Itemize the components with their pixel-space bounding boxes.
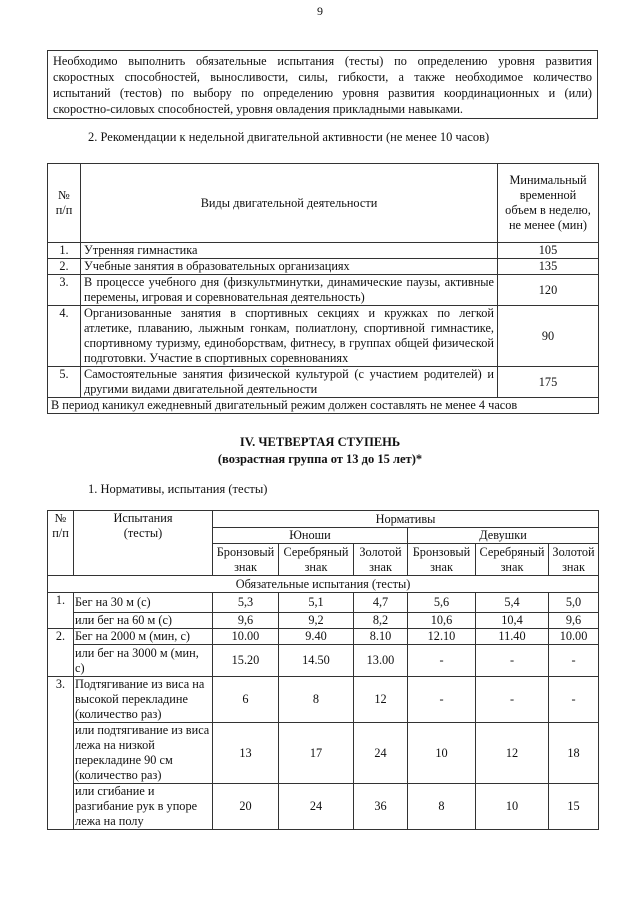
row-value: 5,0: [549, 593, 599, 613]
row-value: 5,6: [408, 593, 476, 613]
row-value: 10.00: [213, 629, 279, 645]
row-test: или бег на 3000 м (мин, с): [74, 645, 213, 677]
table-row: [48, 367, 599, 398]
row-value: 10.00: [549, 629, 599, 645]
row-value: 17: [279, 723, 354, 784]
norms-table: [47, 510, 599, 830]
row-value: 15.20: [213, 645, 279, 677]
row-value: 9.40: [279, 629, 354, 645]
row-minutes: 120: [498, 275, 599, 306]
intro-line: испытаний (тестов) по выбору по определению уровня развития координационных и (или): [53, 86, 592, 100]
row-value: -: [549, 645, 599, 677]
row-value: 13: [213, 723, 279, 784]
row-value: 11.40: [476, 629, 549, 645]
row-value: 24: [279, 784, 354, 830]
row-value: 20: [213, 784, 279, 830]
row-value: 8: [279, 677, 354, 723]
row-minutes: 135: [498, 259, 599, 275]
header-girls-bronze: Бронзовый знак: [408, 544, 476, 576]
header-girls-gold: Золотой знак: [549, 544, 599, 576]
row-num: 2.: [48, 259, 81, 275]
row-value: 13.00: [354, 645, 408, 677]
row-num: 4.: [48, 306, 81, 367]
row-activity: Самостоятельные занятия физической культурой (с участием родителей) и другими видами двигательной деятельности: [81, 367, 498, 398]
row-value: 10: [408, 723, 476, 784]
row-value: 4,7: [354, 593, 408, 613]
page-number: 9: [317, 4, 323, 18]
stage-title: IV. ЧЕТВЕРТАЯ СТУПЕНЬ: [239, 435, 401, 449]
section-mandatory-tests: Обязательные испытания (тесты): [48, 576, 599, 593]
table-row: [48, 645, 599, 677]
row-test: или бег на 60 м (с): [74, 613, 213, 629]
row-activity: Учебные занятия в образовательных организациях: [81, 259, 498, 275]
row-test: или подтягивание из виса лежа на низкой перекладине 90 см (количество раз): [74, 723, 213, 784]
header-activity: Виды двигательной деятельности: [81, 164, 498, 243]
table-row: [48, 677, 599, 723]
row-num: 3.: [48, 275, 81, 306]
norms-heading: 1. Нормативы, испытания (тесты): [88, 482, 268, 496]
intro-note-box: [47, 50, 598, 119]
header-norms: Нормативы: [213, 511, 599, 528]
row-value: 10,6: [408, 613, 476, 629]
row-value: 10: [476, 784, 549, 830]
row-value: 9,2: [279, 613, 354, 629]
table-header-row: [48, 164, 599, 243]
row-num: 1.: [48, 593, 74, 629]
row-test: Подтягивание из виса на высокой перекладине (количество раз): [74, 677, 213, 723]
row-minutes: 175: [498, 367, 599, 398]
row-value: 18: [549, 723, 599, 784]
header-boys-bronze: Бронзовый знак: [213, 544, 279, 576]
row-value: 8: [408, 784, 476, 830]
table-row: [48, 784, 599, 830]
row-value: 5,1: [279, 593, 354, 613]
row-value: 5,4: [476, 593, 549, 613]
header-boys: Юноши: [213, 528, 408, 544]
header-boys-gold: Золотой знак: [354, 544, 408, 576]
row-minutes: 105: [498, 243, 599, 259]
row-value: 9,6: [549, 613, 599, 629]
row-num: 2.: [48, 629, 74, 677]
row-value: 6: [213, 677, 279, 723]
table-row: [48, 613, 599, 629]
header-girls: Девушки: [408, 528, 599, 544]
table-row: [48, 306, 599, 367]
row-value: -: [408, 645, 476, 677]
row-test: Бег на 30 м (с): [74, 593, 213, 613]
row-value: -: [549, 677, 599, 723]
row-value: 15: [549, 784, 599, 830]
header-minutes: Минимальный временной объем в неделю, не менее (мин): [498, 164, 599, 243]
row-value: 12: [476, 723, 549, 784]
table-row: [48, 723, 599, 784]
row-num: 1.: [48, 243, 81, 259]
row-num: 5.: [48, 367, 81, 398]
row-value: -: [476, 677, 549, 723]
stage-subtitle: (возрастная группа от 13 до 15 лет)*: [217, 452, 423, 466]
recommendations-heading: 2. Рекомендации к недельной двигательной активности (не менее 10 часов): [88, 130, 490, 144]
row-minutes: 90: [498, 306, 599, 367]
table-row: [48, 259, 599, 275]
row-value: 36: [354, 784, 408, 830]
intro-line: скоростных способностей, выносливости, силы, гибкости, а также необходимое количество: [53, 70, 592, 84]
row-value: 12.10: [408, 629, 476, 645]
row-activity: Утренняя гимнастика: [81, 243, 498, 259]
header-num: № п/п: [48, 511, 74, 576]
holiday-note: В период каникул ежедневный двигательный режим должен составлять не менее 4 часов: [48, 398, 599, 414]
row-test: Бег на 2000 м (мин, с): [74, 629, 213, 645]
row-num: 3.: [48, 677, 74, 830]
stage-heading: [0, 434, 640, 468]
row-value: 12: [354, 677, 408, 723]
table-footer-row: [48, 398, 599, 414]
row-activity: В процессе учебного дня (физкультминутки, динамические паузы, активные перемены, игровая и соревновательная деятельность): [81, 275, 498, 306]
row-value: 8,2: [354, 613, 408, 629]
intro-line: Необходимо выполнить обязательные испытания (тесты) по определению уровня развития: [53, 54, 592, 68]
row-value: 24: [354, 723, 408, 784]
row-value: -: [408, 677, 476, 723]
row-value: -: [476, 645, 549, 677]
row-value: 14.50: [279, 645, 354, 677]
row-value: 9,6: [213, 613, 279, 629]
table-row: [48, 243, 599, 259]
header-tests: Испытания (тесты): [74, 511, 213, 576]
header-girls-silver: Серебряный знак: [476, 544, 549, 576]
row-value: 5,3: [213, 593, 279, 613]
table-row: [48, 593, 599, 613]
header-num: № п/п: [48, 164, 81, 243]
row-test: или сгибание и разгибание рук в упоре лежа на полу: [74, 784, 213, 830]
intro-line: скоростно-силовых способностей, уровня овладения прикладными навыками.: [53, 102, 464, 116]
weekly-activity-table: [47, 163, 599, 414]
row-activity: Организованные занятия в спортивных секциях и кружках по легкой атлетике, плаванию, лыжным гонкам, полиатлону, спортивной гимнастике, спортивному туризму, единоборствам, фитнесу, в группах общей физической подготовки. Участие в спортивных соревнованиях: [81, 306, 498, 367]
table-row: [48, 629, 599, 645]
row-value: 8.10: [354, 629, 408, 645]
table-row: [48, 275, 599, 306]
header-boys-silver: Серебряный знак: [279, 544, 354, 576]
row-value: 10,4: [476, 613, 549, 629]
